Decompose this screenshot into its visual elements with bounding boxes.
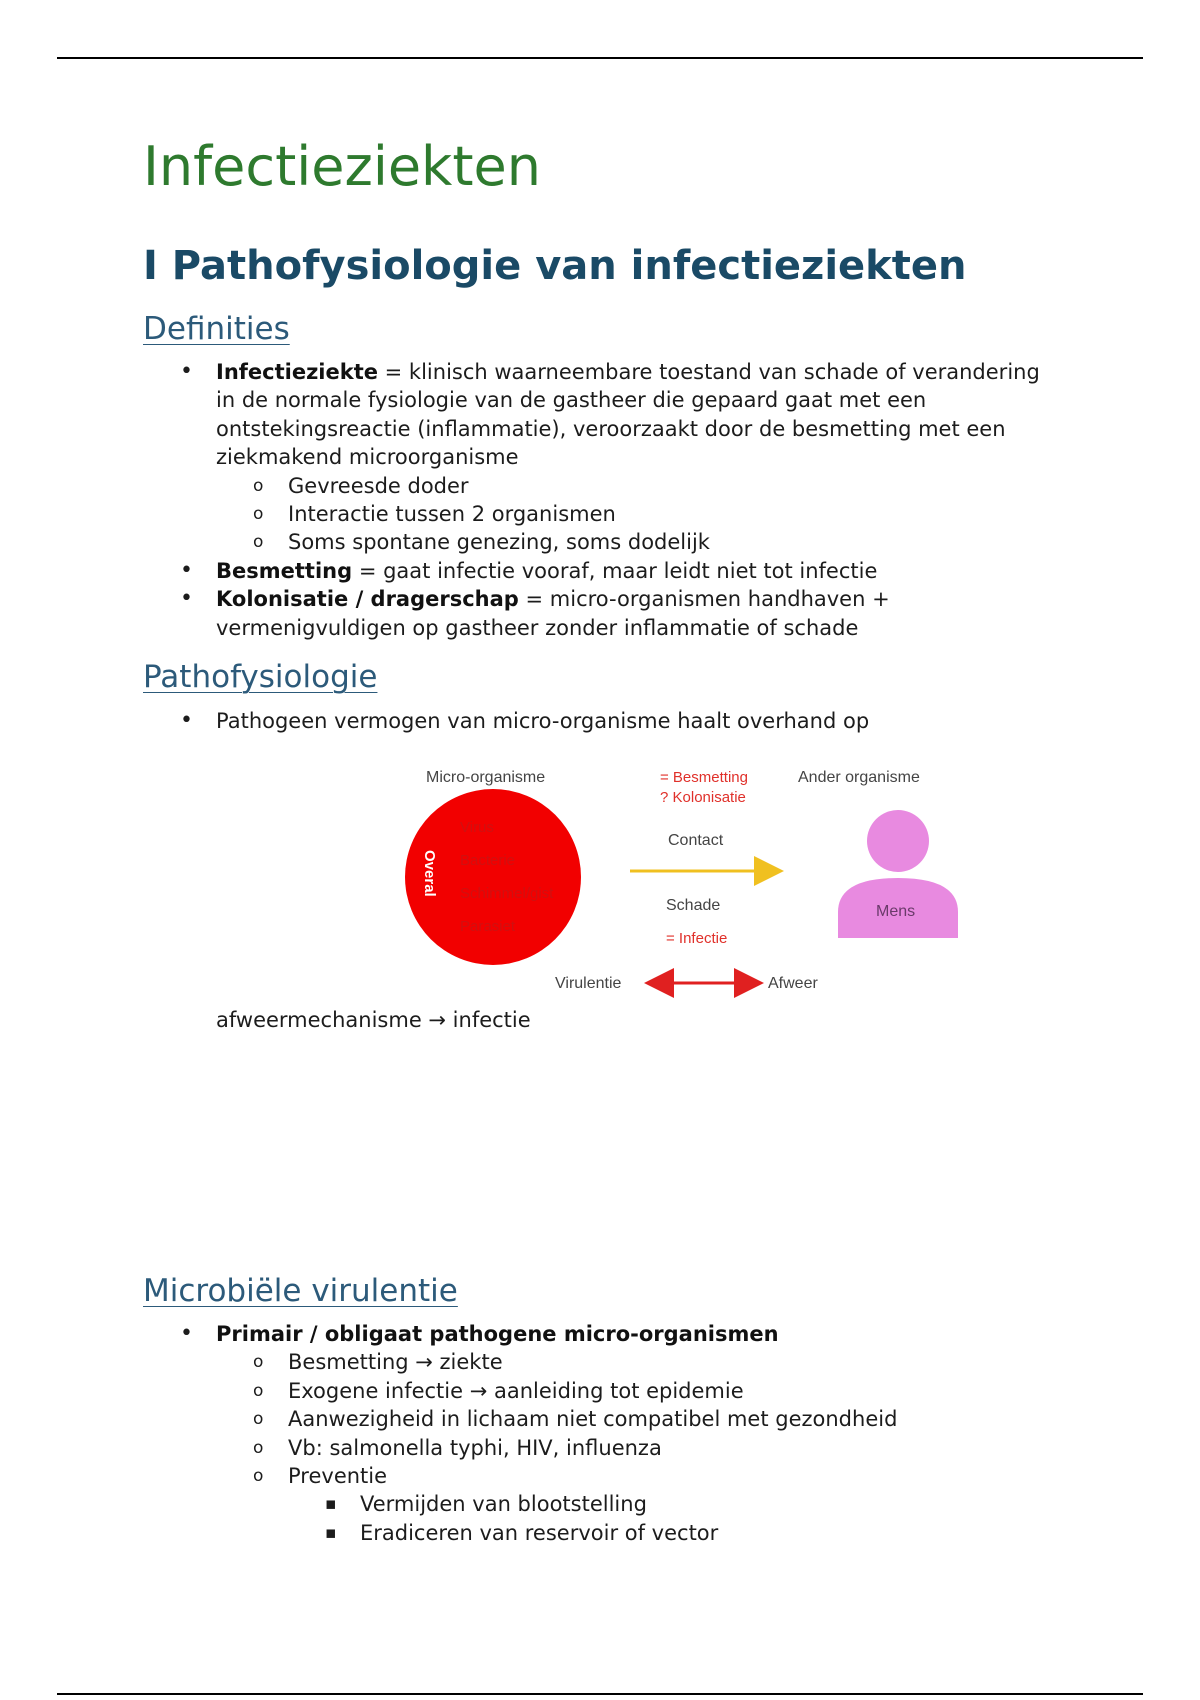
list-item: o Aanwezigheid in lichaam niet compatibel met gezondheid [143,1405,1063,1433]
infection-diagram [398,760,978,1000]
list-item: o Vb: salmonella typhi, HIV, influenza [143,1434,1063,1462]
top-rule [57,57,1143,59]
circle-item: Parasiet [460,918,516,935]
list-item: o Besmetting → ziekte [143,1348,1063,1376]
chapter-heading: I Pathofysiologie van infectieziekten [143,243,967,289]
circle-item: Schimmel/gist [460,885,554,902]
list-item: ▪ Vermijden van blootstelling [143,1490,1063,1518]
mens-label: Mens [876,903,916,920]
overal-label: Overal [421,850,438,897]
micro-organisme-label: Micro-organisme [426,769,546,786]
list-item: o Interactie tussen 2 organismen [143,500,1063,528]
pathofysiologie-heading: Pathofysiologie [143,659,378,695]
list-item: o Soms spontane genezing, soms dodelijk [143,528,1063,556]
list-item: o Preventie [143,1462,1063,1490]
contact-label: Contact [668,832,724,849]
person-head-icon [867,810,929,872]
virulentie-heading: Microbiële virulentie [143,1273,458,1309]
virulentie-label: Virulentie [555,975,622,992]
list-item: o Gevreesde doder [143,472,1063,500]
list-item: • Primair / obligaat pathogene micro-organismen [143,1320,1063,1348]
definities-list [143,358,1063,642]
circle-item: Bacterie [460,852,516,869]
list-item: • Pathogeen vermogen van micro-organisme haalt overhand op [143,707,1063,735]
list-item: • Infectieziekte = klinisch waarneembare toestand van schade of verandering in de normale fysiologie van de gastheer die gepaard gaat met een ontstekingsreactie (inflammatie), veroorzaakt door de besmetting met een ziekmakend microorganisme [143,358,1063,472]
afweer-label: Afweer [768,975,818,992]
document-title: Infectieziekten [143,135,541,198]
ander-organisme-label: Ander organisme [798,769,920,786]
kolonisatie-label: ? Kolonisatie [660,789,746,806]
schade-label: Schade [666,897,721,914]
virulentie-list [143,1320,1063,1547]
bottom-rule [57,1693,1143,1695]
infectie-label: = Infectie [666,930,728,947]
besmetting-label: = Besmetting [660,769,748,786]
circle-item: Virus [460,819,494,836]
list-item: • Besmetting = gaat infectie vooraf, maar leidt niet tot infectie [143,557,1063,585]
list-item: o Exogene infectie → aanleiding tot epidemie [143,1377,1063,1405]
list-item: • Kolonisatie / dragerschap = micro-organismen handhaven + vermenigvuldigen op gastheer zonder inflammatie of schade [143,585,1063,642]
list-item: ▪ Eradiceren van reservoir of vector [143,1519,1063,1547]
afweer-line: afweermechanisme → infectie [216,1008,531,1032]
pathofysiologie-list [143,707,1063,735]
definities-heading: Definities [143,311,290,347]
